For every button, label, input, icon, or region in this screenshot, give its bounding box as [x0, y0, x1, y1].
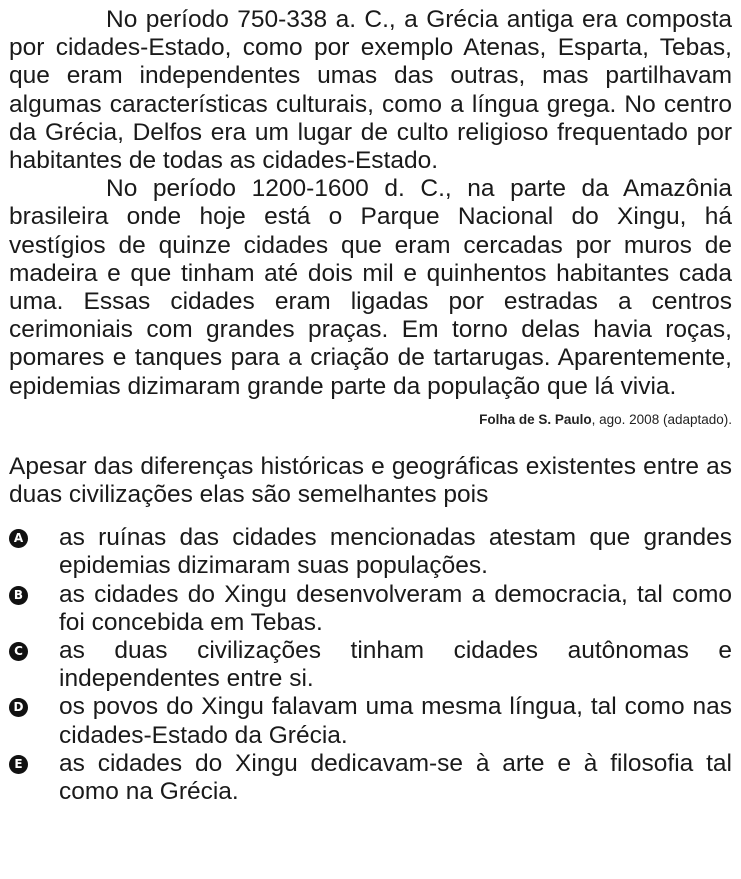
- answer-options: [9, 524, 732, 806]
- source-publication: Folha de S. Paulo: [479, 411, 592, 427]
- option-c[interactable]: [9, 637, 732, 693]
- option-d[interactable]: [9, 693, 732, 749]
- question-stem: Apesar das diferenças históricas e geográficas existentes entre as duas civilizações elas são semelhantes pois: [9, 452, 732, 509]
- option-e[interactable]: [9, 750, 732, 806]
- option-a-text: as ruínas das cidades mencionadas atestam que grandes epidemias dizimaram suas populações.: [59, 524, 732, 580]
- source-detail: , ago. 2008 (adaptado).: [591, 411, 732, 427]
- text-paragraph-xingu: No período 1200-1600 d. C., na parte da Amazônia brasileira onde hoje está o Parque Nacional do Xingu, há vestígios de quinze cidades que eram cercadas por muros de madeira e que tinham até dois mil e quinhentos habitantes cada uma. Essas cidades eram ligadas por estradas a centros cerimoniais com grandes praças. Em torno delas havia roças, pomares e tanques para a criação de tartarugas. Aparentemente, epidemias dizimaram grande parte da população que lá vivia.: [9, 175, 732, 400]
- option-b-text: as cidades do Xingu desenvolveram a democracia, tal como foi concebida em Tebas.: [59, 580, 732, 636]
- option-a-letter-badge: A: [9, 529, 28, 548]
- option-a[interactable]: [9, 524, 732, 580]
- option-b[interactable]: [9, 581, 732, 637]
- text-paragraph-greece: No período 750-338 a. C., a Grécia antiga era composta por cidades-Estado, como por exemplo Atenas, Esparta, Tebas, que eram independentes umas das outras, mas partilhavam algumas características culturais, como a língua grega. No centro da Grécia, Delfos era um lugar de culto religioso frequentado por habitantes de todas as cidades-Estado.: [9, 6, 732, 175]
- option-e-text: as cidades do Xingu dedicavam-se à arte e à filosofia tal como na Grécia.: [59, 749, 732, 806]
- source-citation: [9, 411, 732, 429]
- option-e-letter-badge: E: [9, 755, 28, 774]
- option-d-text: os povos do Xingu falavam uma mesma língua, tal como nas cidades-Estado da Grécia.: [59, 693, 732, 749]
- option-c-text: as duas civilizações tinham cidades autônomas e independentes entre si.: [59, 637, 732, 693]
- option-b-letter-badge: B: [9, 586, 28, 605]
- option-c-letter-badge: C: [9, 642, 28, 661]
- option-d-letter-badge: D: [9, 698, 28, 717]
